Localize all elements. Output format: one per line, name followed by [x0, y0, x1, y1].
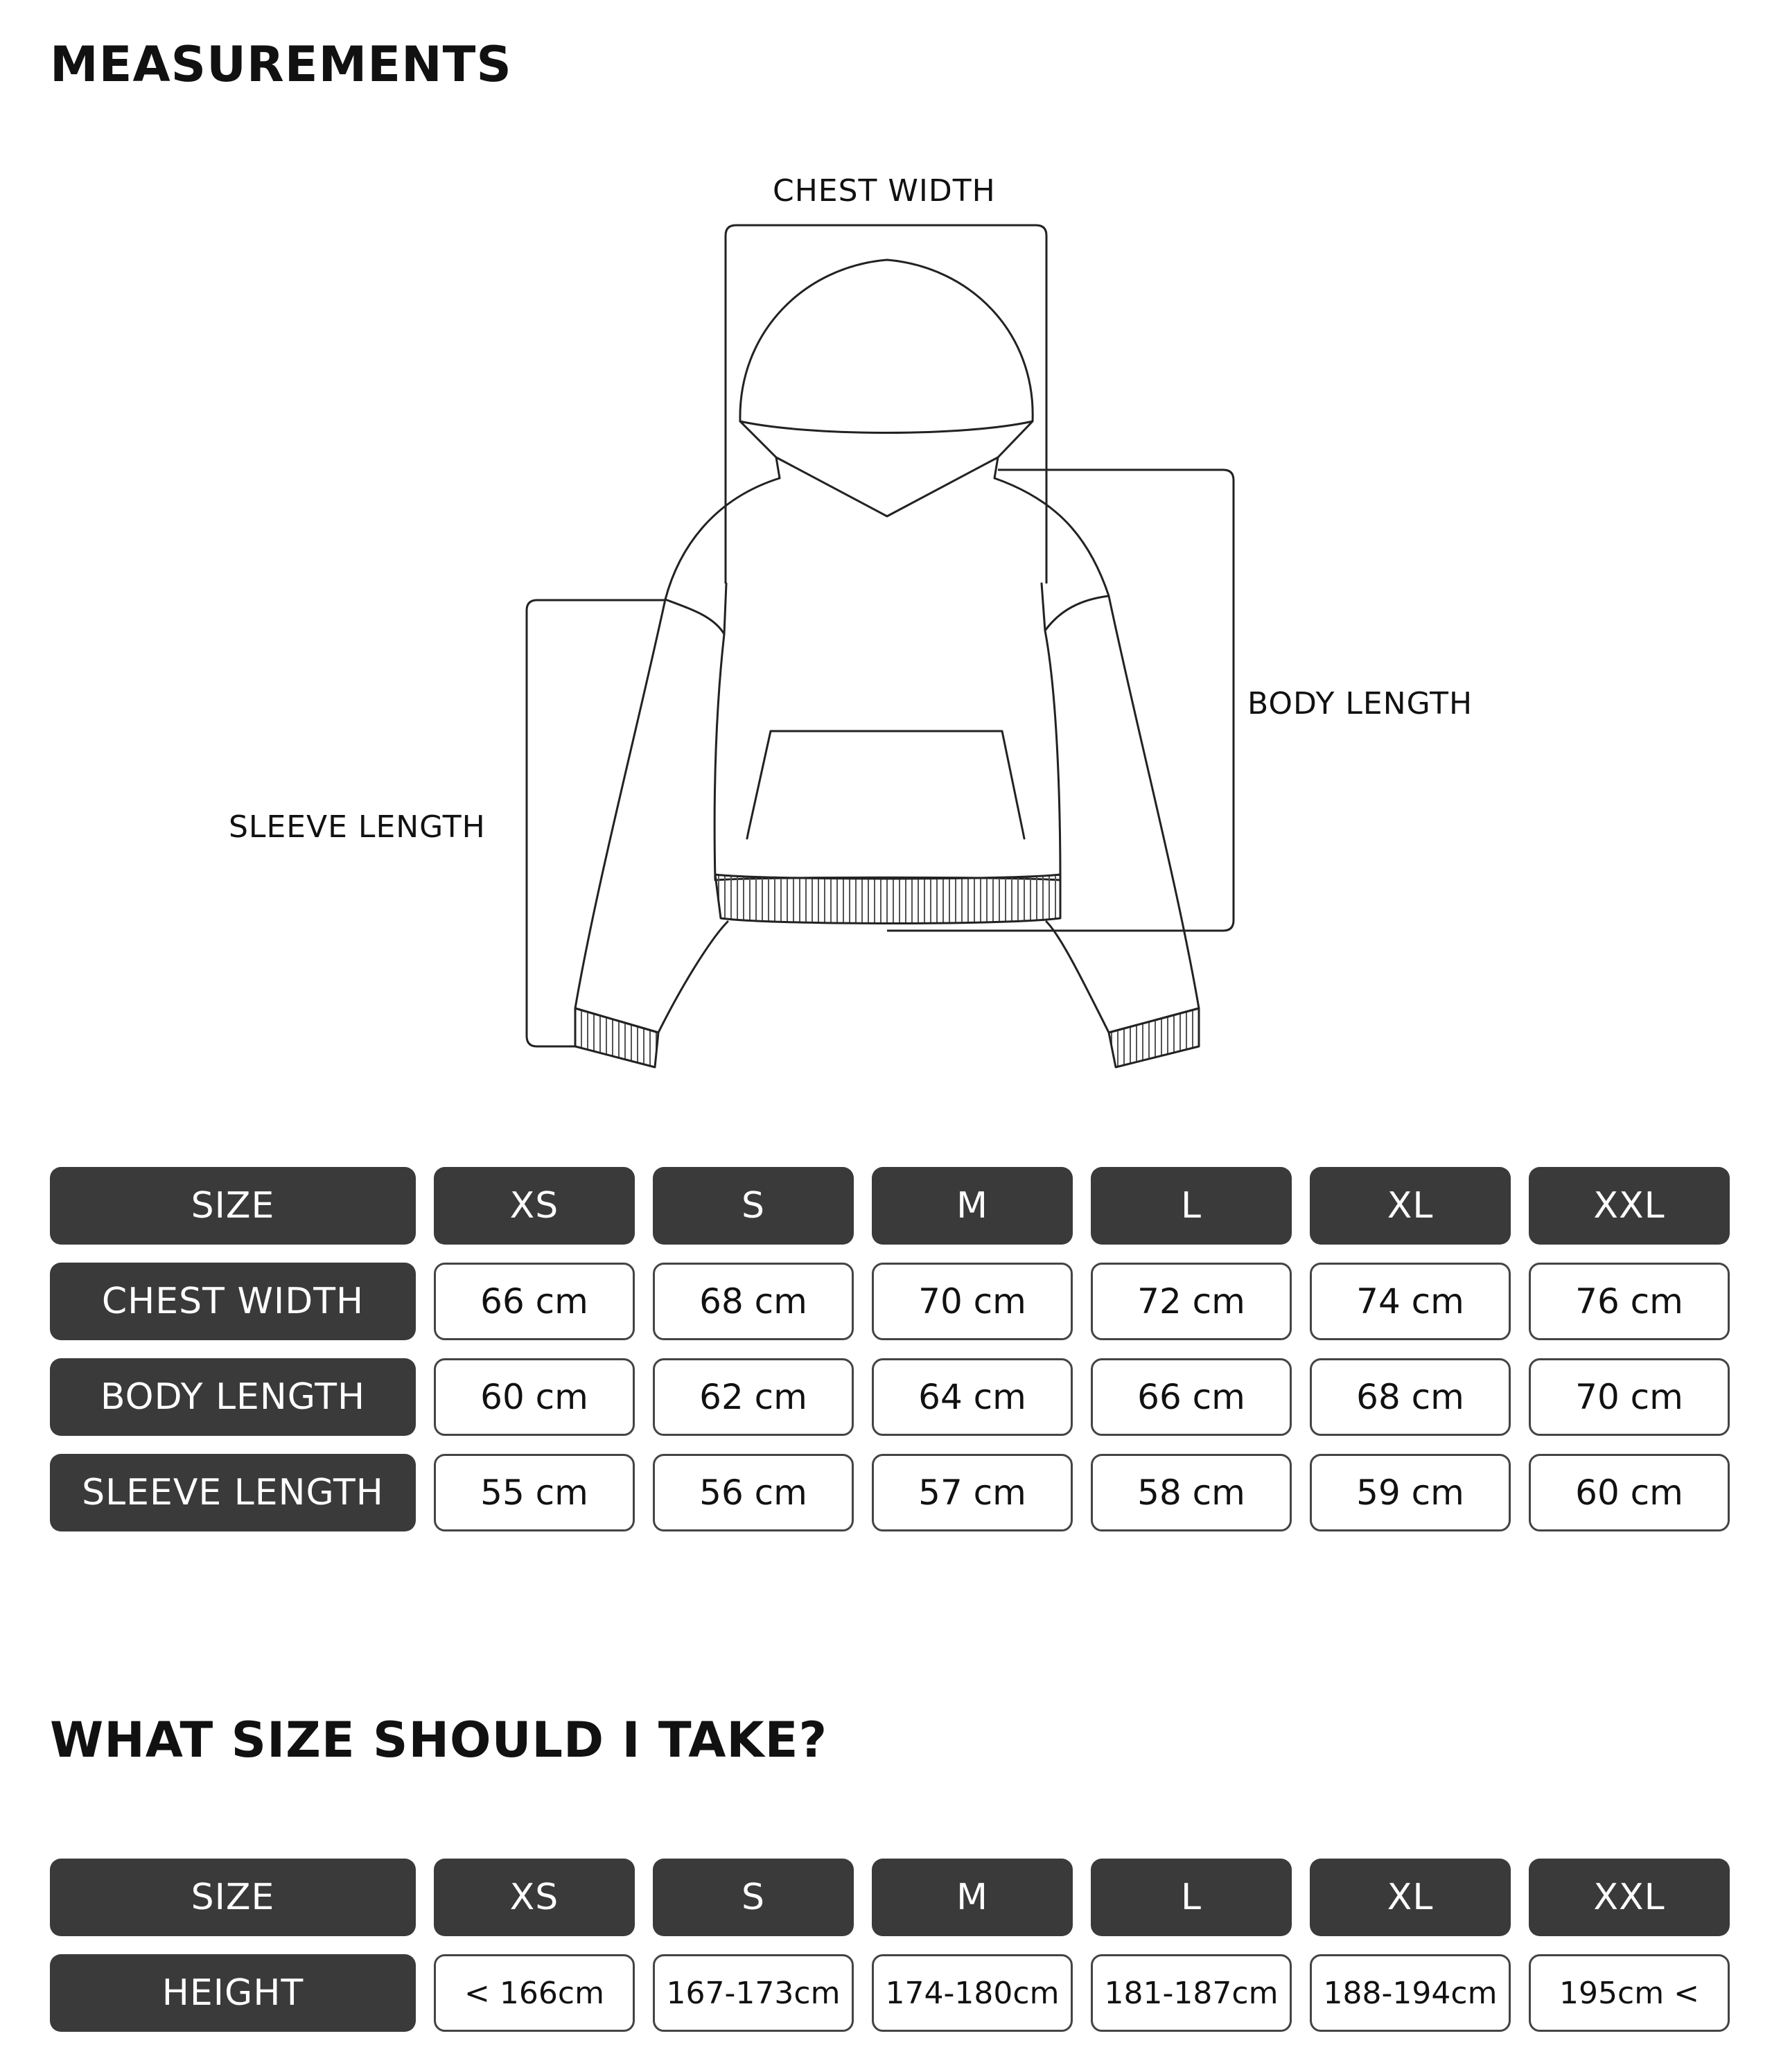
chest-width-m: 70 cm — [872, 1263, 1073, 1340]
chest-width-l: 72 cm — [1091, 1263, 1292, 1340]
height-xs: < 166cm — [434, 1954, 635, 2032]
height-xl: 188-194cm — [1310, 1954, 1511, 2032]
body-length-l: 66 cm — [1091, 1358, 1292, 1436]
sleeve-length-xl: 59 cm — [1310, 1454, 1511, 1531]
guide-header-size: SIZE — [50, 1859, 416, 1936]
header-s: S — [653, 1167, 854, 1245]
body-length-s: 62 cm — [653, 1358, 854, 1436]
chest-width-bracket — [726, 225, 1046, 583]
body-length-xxl: 70 cm — [1529, 1358, 1730, 1436]
guide-header-m: M — [872, 1859, 1073, 1936]
header-xs: XS — [434, 1167, 635, 1245]
hood-outline — [740, 260, 1033, 433]
body-length-xl: 68 cm — [1310, 1358, 1511, 1436]
measurements-heading: MEASUREMENTS — [50, 36, 512, 93]
height-s: 167-173cm — [653, 1954, 854, 2032]
right-cuff — [1109, 1008, 1199, 1067]
chest-width-xxl: 76 cm — [1529, 1263, 1730, 1340]
sleeve-length-label: SLEEVE LENGTH — [229, 809, 486, 845]
chest-width-xs: 66 cm — [434, 1263, 635, 1340]
row-label-chest-width: CHEST WIDTH — [50, 1263, 416, 1340]
right-sleeve — [1046, 596, 1199, 1033]
header-l: L — [1091, 1167, 1292, 1245]
chest-width-label: CHEST WIDTH — [773, 173, 996, 209]
sleeve-length-l: 58 cm — [1091, 1454, 1292, 1531]
header-xl: XL — [1310, 1167, 1511, 1245]
guide-header-l: L — [1091, 1859, 1292, 1936]
height-m: 174-180cm — [872, 1954, 1073, 2032]
body-length-m: 64 cm — [872, 1358, 1073, 1436]
body-length-xs: 60 cm — [434, 1358, 635, 1436]
chest-width-xl: 74 cm — [1310, 1263, 1511, 1340]
sleeve-length-s: 56 cm — [653, 1454, 854, 1531]
hood-inner — [740, 421, 1033, 516]
left-sleeve — [575, 599, 728, 1033]
pocket-outline — [747, 731, 1024, 839]
guide-header-xxl: XXL — [1529, 1859, 1730, 1936]
row-label-sleeve-length: SLEEVE LENGTH — [50, 1454, 416, 1531]
sleeve-length-xs: 55 cm — [434, 1454, 635, 1531]
left-cuff — [575, 1008, 658, 1067]
sleeve-length-m: 57 cm — [872, 1454, 1073, 1531]
header-size: SIZE — [50, 1167, 416, 1245]
guide-header-xl: XL — [1310, 1859, 1511, 1936]
guide-header-xs: XS — [434, 1859, 635, 1936]
header-m: M — [872, 1167, 1073, 1245]
chest-width-s: 68 cm — [653, 1263, 854, 1340]
row-label-body-length: BODY LENGTH — [50, 1358, 416, 1436]
height-xxl: 195cm < — [1529, 1954, 1730, 2032]
guide-header-s: S — [653, 1859, 854, 1936]
header-xxl: XXL — [1529, 1167, 1730, 1245]
sleeve-length-xxl: 60 cm — [1529, 1454, 1730, 1531]
body-length-label: BODY LENGTH — [1247, 686, 1473, 721]
height-l: 181-187cm — [1091, 1954, 1292, 2032]
sleeve-length-bracket — [527, 600, 665, 1046]
body-outline — [665, 478, 1109, 880]
row-label-height: HEIGHT — [50, 1954, 416, 2032]
hem-band — [715, 875, 1060, 924]
size-guide-heading: WHAT SIZE SHOULD I TAKE? — [50, 1712, 828, 1768]
